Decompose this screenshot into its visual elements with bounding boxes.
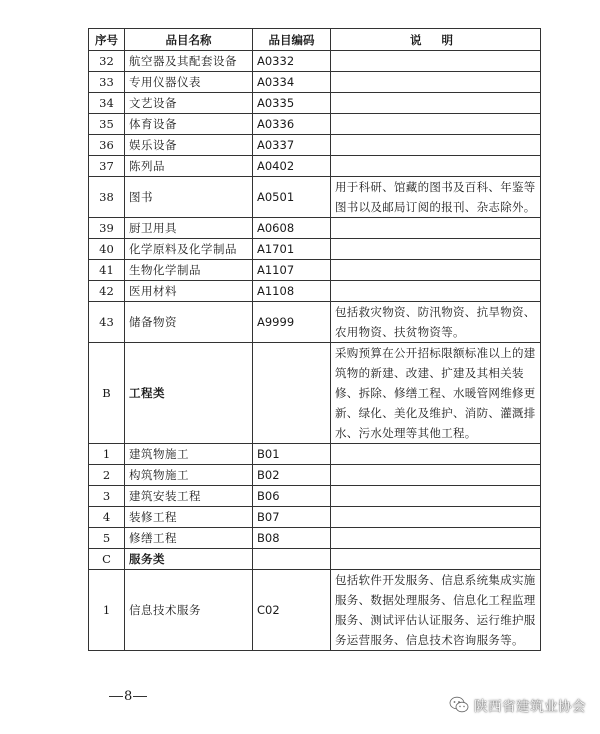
- table-row: [89, 177, 541, 218]
- header-no: 序号: [89, 29, 125, 51]
- row-note: [331, 486, 541, 507]
- row-code: B08: [253, 528, 331, 549]
- row-no: 35: [89, 114, 125, 135]
- table-row: [89, 570, 541, 651]
- row-note: [331, 218, 541, 239]
- row-name: 专用仪器仪表: [125, 72, 253, 93]
- row-no: 5: [89, 528, 125, 549]
- table-row: [89, 135, 541, 156]
- row-note: [331, 260, 541, 281]
- table-row: [89, 281, 541, 302]
- table-row: [89, 218, 541, 239]
- row-no: 33: [89, 72, 125, 93]
- page-dash-left: [109, 696, 123, 697]
- row-note: 用于科研、馆藏的图书及百科、年鉴等图书以及邮局订阅的报刊、杂志除外。: [331, 177, 541, 218]
- row-code: A0608: [253, 218, 331, 239]
- row-no: 39: [89, 218, 125, 239]
- row-code: A0501: [253, 177, 331, 218]
- row-code: A0402: [253, 156, 331, 177]
- row-no: 1: [89, 570, 125, 651]
- table-row: [89, 156, 541, 177]
- row-no: 38: [89, 177, 125, 218]
- row-no: 4: [89, 507, 125, 528]
- row-note: [331, 239, 541, 260]
- row-note: [331, 72, 541, 93]
- row-no: 40: [89, 239, 125, 260]
- row-code: A0334: [253, 72, 331, 93]
- row-code: [253, 549, 331, 570]
- category-name: 工程类: [125, 343, 253, 444]
- watermark-text: 陕西省建筑业协会: [474, 699, 586, 715]
- category-row: [89, 343, 541, 444]
- row-no: 3: [89, 486, 125, 507]
- row-note: 包括软件开发服务、信息系统集成实施服务、数据处理服务、信息化工程监理服务、测试评估认证服务、运行维护服务运营服务、信息技术咨询服务等。: [331, 570, 541, 651]
- row-note: [331, 114, 541, 135]
- table-row: [89, 72, 541, 93]
- page-number: [108, 689, 148, 704]
- category-letter: B: [89, 343, 125, 444]
- row-code: A1701: [253, 239, 331, 260]
- header-item-name: 品目名称: [125, 29, 253, 51]
- row-no: 1: [89, 444, 125, 465]
- category-name: 服务类: [125, 549, 253, 570]
- row-code: B07: [253, 507, 331, 528]
- row-note: 采购预算在公开招标限额标准以上的建筑物的新建、改建、扩建及其相关装修、拆除、修缮工程、水暖管网维修更新、绿化、美化及维护、消防、灌溉排水、污水处理等其他工程。: [331, 343, 541, 444]
- row-name: 生物化学制品: [125, 260, 253, 281]
- row-note: [331, 528, 541, 549]
- category-row: [89, 549, 541, 570]
- row-note: [331, 281, 541, 302]
- table-row: [89, 528, 541, 549]
- row-no: 2: [89, 465, 125, 486]
- row-note: [331, 135, 541, 156]
- row-name: 娱乐设备: [125, 135, 253, 156]
- row-code: C02: [253, 570, 331, 651]
- row-note: [331, 507, 541, 528]
- row-code: B06: [253, 486, 331, 507]
- header-description: 说 明: [331, 29, 541, 51]
- table-row: [89, 239, 541, 260]
- row-name: 陈列品: [125, 156, 253, 177]
- row-note: [331, 465, 541, 486]
- table-row: [89, 93, 541, 114]
- row-code: A0336: [253, 114, 331, 135]
- row-no: 43: [89, 302, 125, 343]
- row-name: 体育设备: [125, 114, 253, 135]
- row-code: B01: [253, 444, 331, 465]
- row-note: [331, 444, 541, 465]
- row-name: 图书: [125, 177, 253, 218]
- row-code: A9999: [253, 302, 331, 343]
- procurement-catalog-table: [88, 28, 541, 651]
- row-name: 装修工程: [125, 507, 253, 528]
- row-note: [331, 156, 541, 177]
- header-item-code: 品目编码: [253, 29, 331, 51]
- row-note: [331, 51, 541, 72]
- row-name: 修缮工程: [125, 528, 253, 549]
- row-name: 厨卫用具: [125, 218, 253, 239]
- page-dash-right: [133, 696, 147, 697]
- page-number-value: 8: [124, 689, 133, 704]
- row-no: 36: [89, 135, 125, 156]
- table-row: [89, 51, 541, 72]
- table-header-row: [89, 29, 541, 51]
- table-row: [89, 444, 541, 465]
- row-no: 37: [89, 156, 125, 177]
- row-name: 医用材料: [125, 281, 253, 302]
- table-row: [89, 465, 541, 486]
- row-note: [331, 93, 541, 114]
- row-no: 41: [89, 260, 125, 281]
- row-name: 构筑物施工: [125, 465, 253, 486]
- row-no: 32: [89, 51, 125, 72]
- watermark: [449, 695, 586, 715]
- row-code: [253, 343, 331, 444]
- row-note: 包括救灾物资、防汛物资、抗旱物资、农用物资、扶贫物资等。: [331, 302, 541, 343]
- row-name: 信息技术服务: [125, 570, 253, 651]
- table-row: [89, 486, 541, 507]
- row-code: B02: [253, 465, 331, 486]
- row-name: 建筑安装工程: [125, 486, 253, 507]
- wechat-icon: [449, 696, 469, 714]
- category-letter: C: [89, 549, 125, 570]
- row-code: A1108: [253, 281, 331, 302]
- row-code: A1107: [253, 260, 331, 281]
- row-name: 化学原料及化学制品: [125, 239, 253, 260]
- row-name: 文艺设备: [125, 93, 253, 114]
- table-row: [89, 507, 541, 528]
- row-code: A0337: [253, 135, 331, 156]
- table-row: [89, 302, 541, 343]
- table-row: [89, 260, 541, 281]
- row-name: 建筑物施工: [125, 444, 253, 465]
- row-name: 储备物资: [125, 302, 253, 343]
- row-no: 42: [89, 281, 125, 302]
- row-name: 航空器及其配套设备: [125, 51, 253, 72]
- row-code: A0335: [253, 93, 331, 114]
- table-row: [89, 114, 541, 135]
- row-note: [331, 549, 541, 570]
- row-no: 34: [89, 93, 125, 114]
- row-code: A0332: [253, 51, 331, 72]
